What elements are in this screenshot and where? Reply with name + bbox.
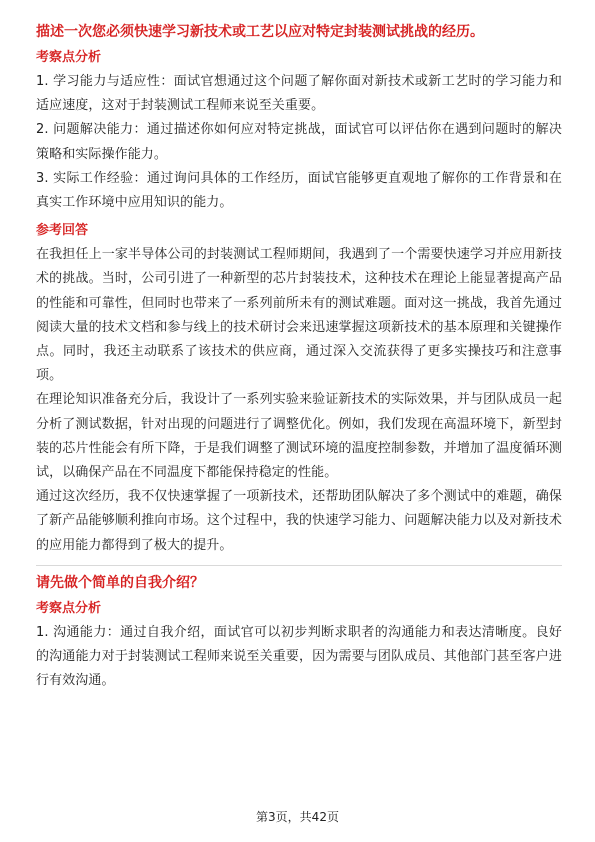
question-title: 描述一次您必须快速学习新技术或工艺以应对特定封装测试挑战的经历。: [36, 24, 484, 40]
analysis-heading: 考察点分析: [36, 600, 102, 616]
analysis-point: 3. 实际工作经验：通过询问具体的工作经历，面试官能够更直观地了解你的工作背景和在真实工作环境中应用知识的能力。: [36, 170, 562, 211]
page-number: 第3页，共42页: [256, 810, 339, 824]
answer-heading: 参考回答: [36, 223, 89, 239]
analysis-heading: 考察点分析: [36, 50, 102, 65]
section-divider: [36, 565, 562, 566]
document-page: [36, 22, 562, 693]
question-title: 请先做个简单的自我介绍？: [36, 574, 204, 591]
analysis-point: 1. 沟通能力：通过自我介绍，面试官可以初步判断求职者的沟通能力和表达清晰度。良好的沟通能力对于封装测试工程师来说至关重要，因为需要与团队成员、其他部门甚至客户进行有效沟通。: [36, 624, 562, 689]
answer-paragraph: 通过这次经历，我不仅快速掌握了一项新技术，还帮助团队解决了多个测试中的难题，确保了新产品能够顺利推向市场。这个过程中，我的快速学习能力、问题解决能力以及对新技术的应用能力都得到了极大的提升。: [36, 489, 562, 553]
analysis-point: 2. 问题解决能力：通过描述你如何应对特定挑战，面试官可以评估你在遇到问题时的解决策略和实际操作能力。: [36, 122, 562, 162]
analysis-point: 1. 学习能力与适应性：面试官想通过这个问题了解你面对新技术或新工艺时的学习能力和适应速度，这对于封装测试工程师来说至关重要。: [36, 74, 562, 114]
answer-paragraph: 在我担任上一家半导体公司的封装测试工程师期间，我遇到了一个需要快速学习并应用新技术的挑战。当时，公司引进了一种新型的芯片封装技术，这种技术在理论上能显著提高产品的性能和可靠性，但同时也带来了一系列前所未有的测试难题。面对这一挑战，我首先通过阅读大量的技术文档和参与线上的技术研讨会来迅速掌握这项新技术的基本原理和关键操作点。同时，我还主动联系了该技术的供应商，通过深入交流获得了更多实操技巧和注意事项。: [36, 247, 562, 384]
answer-paragraph: 在理论知识准备充分后，我设计了一系列实验来验证新技术的实际效果，并与团队成员一起分析了测试数据，针对出现的问题进行了调整优化。例如，我们发现在高温环境下，新型封装的芯片性能会有所下降，于是我们调整了测试环境的温度控制参数，并增加了温度循环测试，以确保产品在不同温度下都能保持稳定的性能。: [36, 392, 562, 481]
